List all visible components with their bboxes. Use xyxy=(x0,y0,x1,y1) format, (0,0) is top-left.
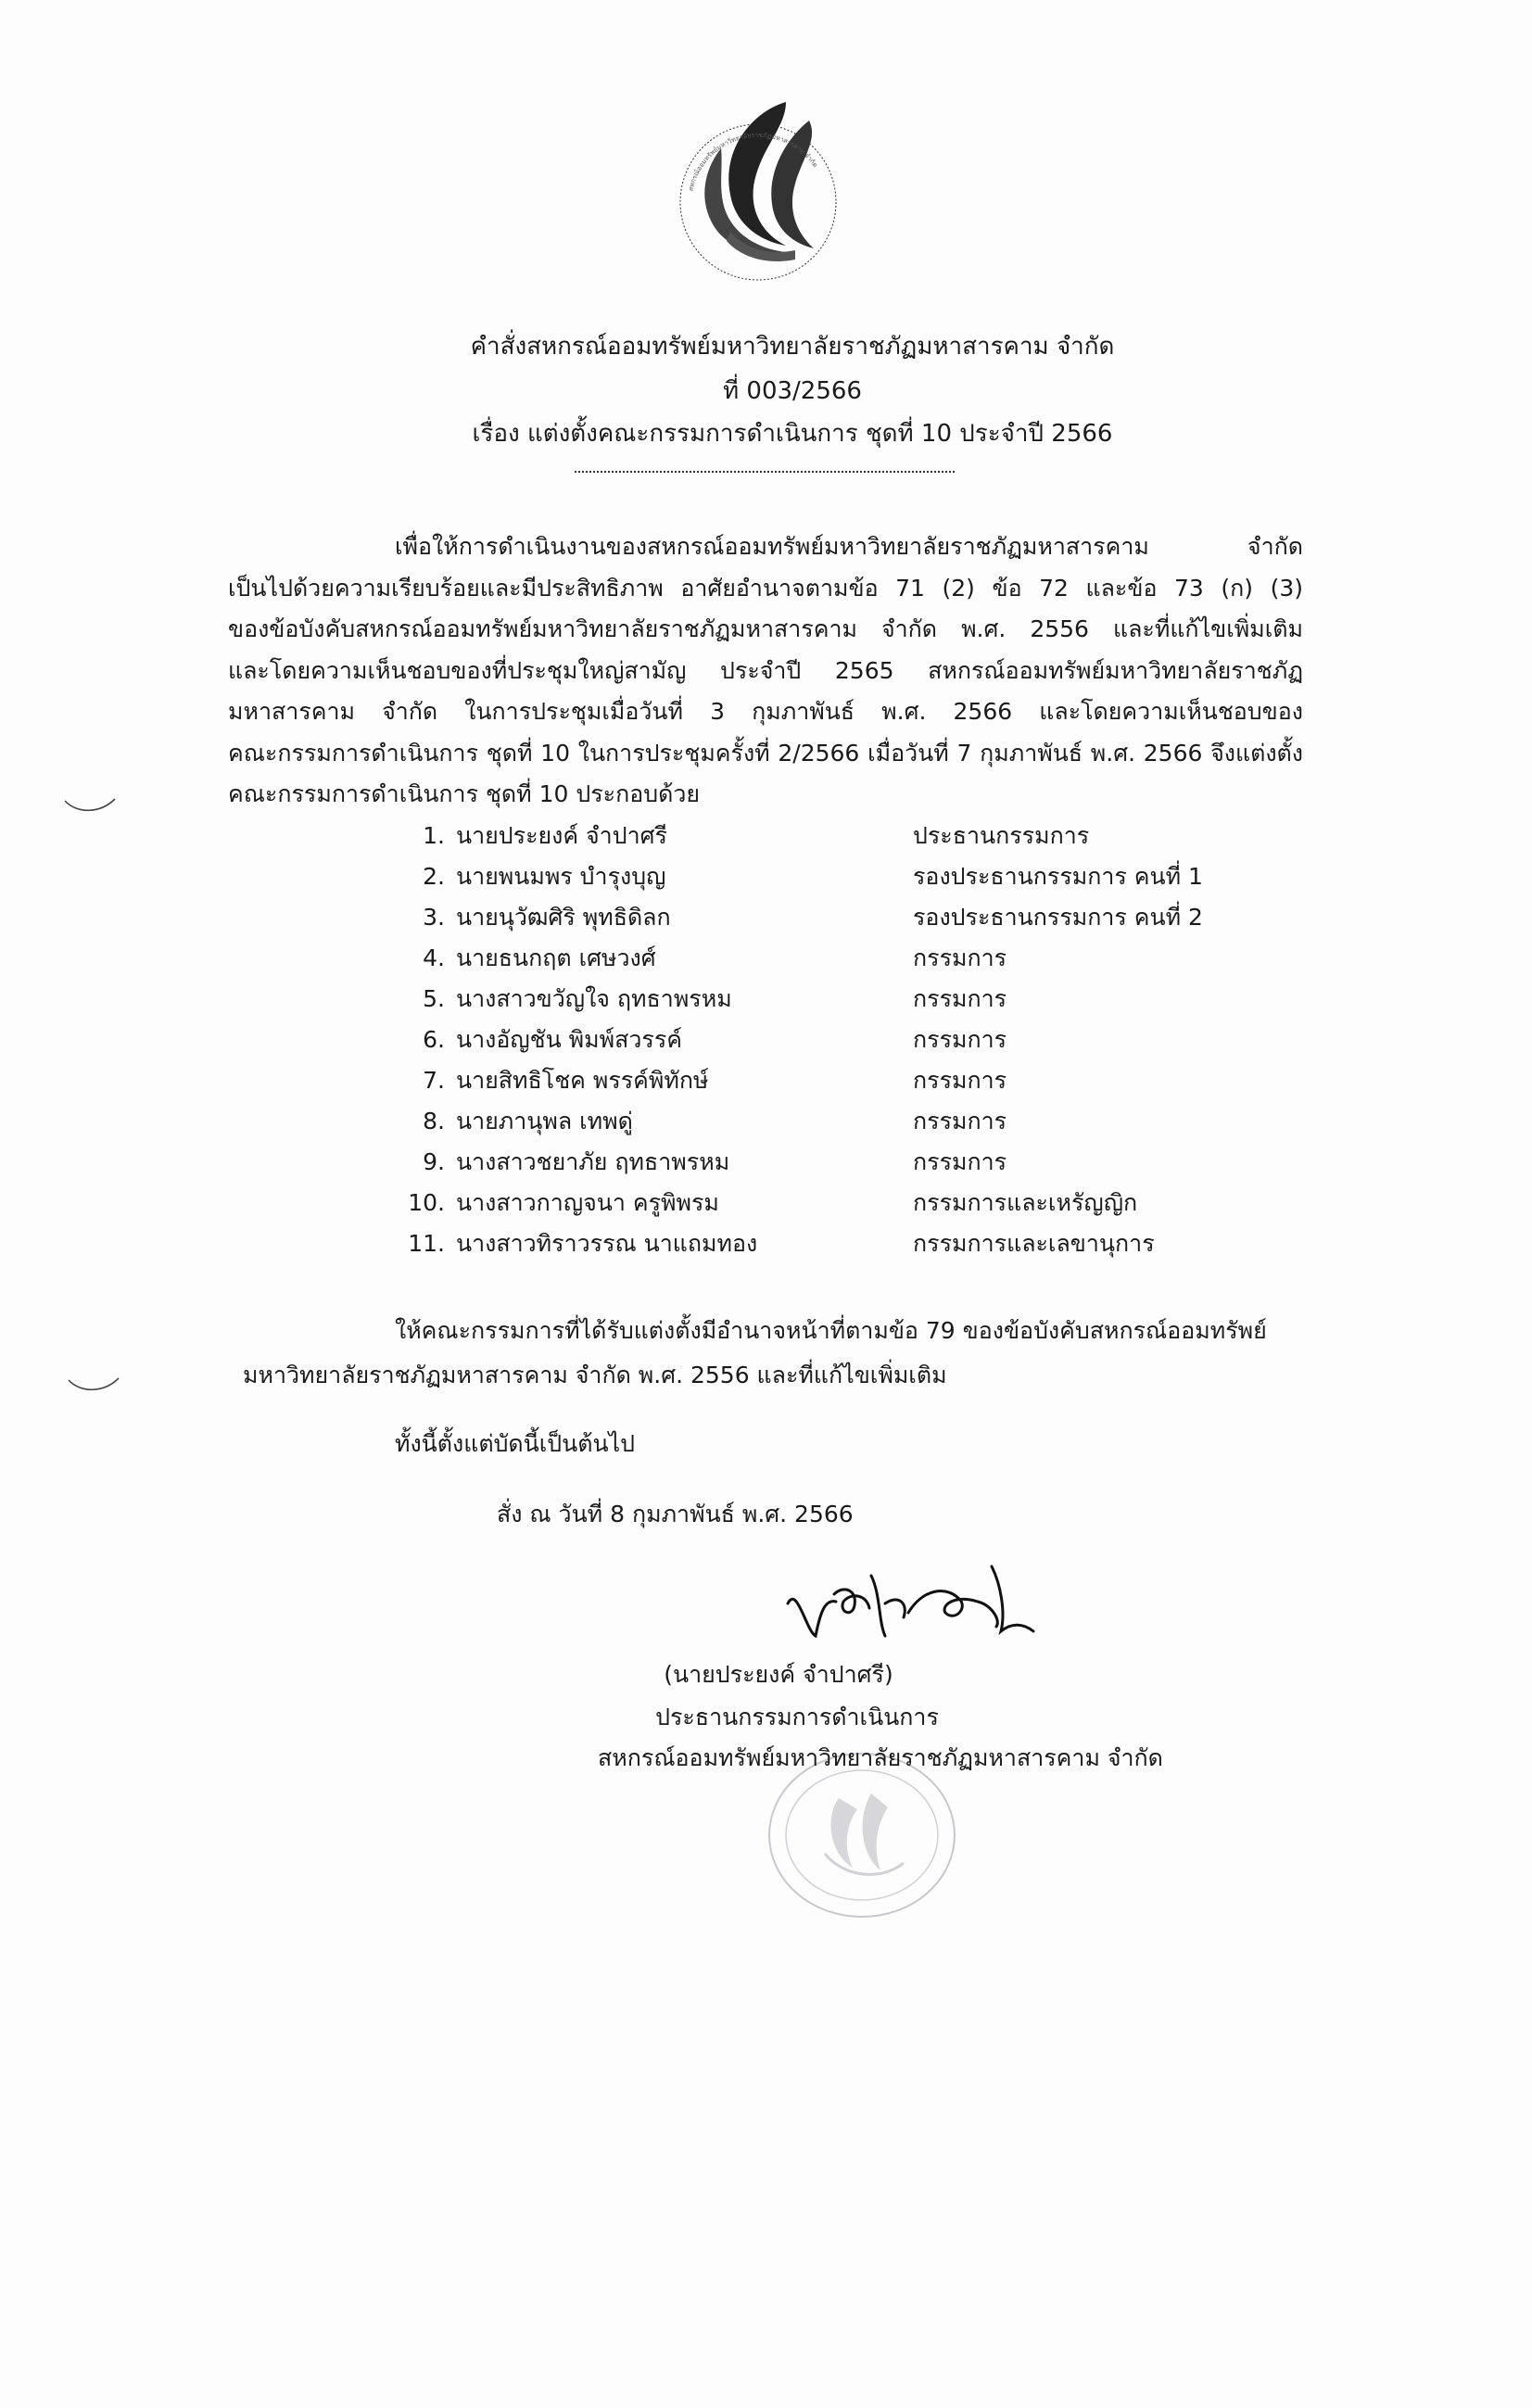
committee-row xyxy=(399,897,1233,938)
intro-paragraph xyxy=(228,526,1303,816)
committee-row xyxy=(399,1060,1233,1101)
member-name: นางสาวขวัญใจ ฤทธาพรหม xyxy=(456,985,732,1012)
order-subject: เรื่อง แต่งตั้งคณะกรรมการดำเนินการ ชุดที่ 10 ประจำปี 2566 xyxy=(472,420,1113,448)
member-name: นายธนกฤต เศษวงศ์ xyxy=(456,944,656,971)
committee-row xyxy=(399,856,1233,897)
dotted-separator xyxy=(575,471,955,473)
member-name: นายประยงค์ จำปาศรี xyxy=(456,822,667,849)
member-role: กรรมการและเลขานุการ xyxy=(913,1230,1155,1257)
member-role: กรรมการ xyxy=(913,944,1007,971)
member-number: 1. xyxy=(423,822,445,849)
committee-row xyxy=(399,938,1233,979)
committee-row xyxy=(399,1223,1233,1264)
member-number: 2. xyxy=(423,863,445,890)
member-number: 5. xyxy=(423,985,445,1012)
punch-hole-mark-icon xyxy=(63,797,119,816)
member-number: 10. xyxy=(408,1189,445,1216)
member-number: 8. xyxy=(423,1108,445,1134)
effective-statement: ทั้งนี้ตั้งแต่บัดนี้เป็นต้นไป xyxy=(395,1430,636,1457)
committee-list xyxy=(399,816,1233,1264)
member-role: กรรมการ xyxy=(913,985,1007,1012)
order-title: คำสั่งสหกรณ์ออมทรัพย์มหาวิทยาลัยราชภัฏมหาสารคาม จำกัด xyxy=(470,333,1115,361)
committee-row xyxy=(399,1142,1233,1183)
intro-line: คณะกรรมการดำเนินการ ชุดที่ 10 ประกอบด้วย xyxy=(228,780,701,807)
member-name: นางอัญชัน พิมพ์สวรรค์ xyxy=(456,1026,682,1053)
signer-position: ประธานกรรมการดำเนินการ xyxy=(655,1704,939,1730)
handwritten-signature-icon xyxy=(769,1548,1047,1650)
member-role: กรรมการ xyxy=(913,1067,1007,1094)
member-role: รองประธานกรรมการ คนที่ 2 xyxy=(913,904,1203,931)
member-name: นายพนมพร บำรุงบุญ xyxy=(456,863,666,890)
member-number: 11. xyxy=(408,1230,445,1257)
intro-line: ของข้อบังคับสหกรณ์ออมทรัพย์มหาวิทยาลัยราชภัฏมหาสารคาม จำกัด พ.ศ. 2556 และที่แก้ไขเพิ่มเติม xyxy=(228,615,1303,642)
member-name: นางสาวทิราวรรณ นาแถมทอง xyxy=(456,1230,758,1257)
member-name: นางสาวกาญจนา ครูพิพรม xyxy=(456,1189,719,1216)
committee-row xyxy=(399,979,1233,1020)
intro-line: และโดยความเห็นชอบของที่ประชุมใหญ่สามัญ ประจำปี 2565 สหกรณ์ออมทรัพย์มหาวิทยาลัยราชภัฏ xyxy=(228,656,1303,684)
committee-row xyxy=(399,1101,1233,1142)
member-name: นายสิทธิโชค พรรค์พิทักษ์ xyxy=(456,1067,709,1094)
member-number: 3. xyxy=(423,904,445,931)
svg-text:สหกรณ์ออมทรัพย์มหาวิทยาลัยราชภ: สหกรณ์ออมทรัพย์มหาวิทยาลัยราชภัฏมหาสารคาม จำกัด xyxy=(687,131,819,192)
intro-line: คณะกรรมการดำเนินการ ชุดที่ 10 ในการประชุมครั้งที่ 2/2566 เมื่อวันที่ 7 กุมภาพันธ์ พ.ศ. 2566 จึงแต่งตั้ง xyxy=(228,739,1303,767)
committee-row xyxy=(399,1183,1233,1223)
member-role: ประธานกรรมการ xyxy=(913,822,1090,849)
committee-row xyxy=(399,816,1233,856)
duty-line: มหาวิทยาลัยราชภัฏมหาสารคาม จำกัด พ.ศ. 2556 และที่แก้ไขเพิ่มเติม xyxy=(243,1362,947,1388)
signer-organization: สหกรณ์ออมทรัพย์มหาวิทยาลัยราชภัฏมหาสารคาม จำกัด xyxy=(598,1744,1163,1771)
member-name: นายภานุพล เทพดู่ xyxy=(456,1108,633,1134)
member-number: 4. xyxy=(423,944,445,971)
duty-paragraph xyxy=(228,1309,1303,1398)
member-role: รองประธานกรรมการ คนที่ 1 xyxy=(913,863,1203,890)
cooperative-logo-icon xyxy=(665,93,851,292)
member-name: นายนุวัฒศิริ พุทธิดิลก xyxy=(456,904,671,931)
order-number: ที่ 003/2566 xyxy=(723,377,862,405)
duty-line: ให้คณะกรรมการที่ได้รับแต่งตั้งมีอำนาจหน้าที่ตามข้อ 79 ของข้อบังคับสหกรณ์ออมทรัพย์ xyxy=(395,1317,1267,1344)
member-role: กรรมการ xyxy=(913,1148,1007,1175)
member-name: นางสาวชยาภัย ฤทธาพรหม xyxy=(456,1148,730,1175)
member-number: 7. xyxy=(423,1067,445,1094)
intro-line: เป็นไปด้วยความเรียบร้อยและมีประสิทธิภาพ อาศัยอำนาจตามข้อ 71 (2) ข้อ 72 และข้อ 73 (ก) (3) xyxy=(228,574,1303,602)
order-date: สั่ง ณ วันที่ 8 กุมภาพันธ์ พ.ศ. 2566 xyxy=(497,1501,854,1527)
intro-line: เพื่อให้การดำเนินงานของสหกรณ์ออมทรัพย์มหาวิทยาลัยราชภัฏมหาสารคาม จำกัด xyxy=(395,533,1303,560)
committee-row xyxy=(399,1020,1233,1060)
signer-name: (นายประยงค์ จำปาศรี) xyxy=(664,1661,893,1688)
member-role: กรรมการ xyxy=(913,1108,1007,1134)
member-number: 9. xyxy=(423,1148,445,1175)
member-number: 6. xyxy=(423,1026,445,1053)
intro-line: มหาสารคาม จำกัด ในการประชุมเมื่อวันที่ 3 กุมภาพันธ์ พ.ศ. 2566 และโดยความเห็นชอบของ xyxy=(228,698,1303,725)
member-role: กรรมการ xyxy=(913,1026,1007,1053)
punch-hole-mark-icon xyxy=(67,1376,122,1395)
member-role: กรรมการและเหรัญญิก xyxy=(913,1189,1138,1216)
